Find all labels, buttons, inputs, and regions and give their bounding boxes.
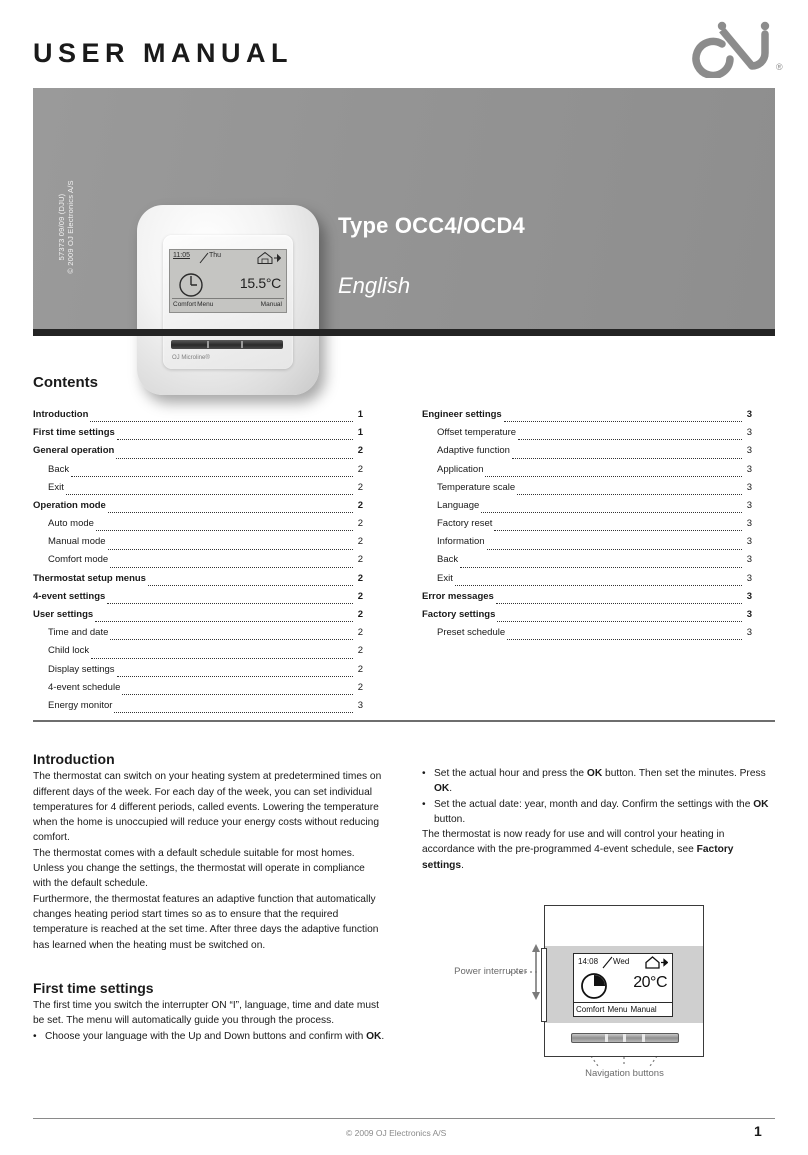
toc-leader-dots [108,542,353,550]
clock-icon [178,272,204,298]
toc-leader-dots [116,451,353,459]
toc-leader-dots [95,614,353,622]
toc-leader-dots [122,687,353,695]
nav-divider-right [241,341,243,348]
toc-entry[interactable] [422,479,752,497]
toc-entry-label: Exit [48,481,64,493]
diagram-lcd-softkey-row [574,1002,672,1016]
toc-entry[interactable] [33,442,363,460]
thermostat-faceplate [163,235,293,369]
toc-entry-label: Back [48,463,70,475]
toc-entry-page: 2 [357,536,363,548]
toc-entry-page: 2 [357,463,363,475]
bullet1-ok-1: OK [586,768,603,779]
svg-text:®: ® [776,62,783,72]
first-time-settings-heading: First time settings [33,979,154,996]
toc-entry-label: Error messages [422,590,494,602]
toc-entry-page: 2 [357,627,363,639]
toc-entry[interactable] [422,588,752,606]
toc-entry-label: Operation mode [33,499,106,511]
toc-leader-dots [517,487,742,495]
toc-entry-label: Time and date [48,627,109,639]
toc-leader-dots [507,632,742,640]
toc-leader-dots [71,469,353,477]
nav-divider-left [207,341,209,348]
toc-entry-page: 3 [746,463,752,475]
toc-entry[interactable] [422,424,752,442]
lcd-softkey-manual: Manual [260,301,282,308]
first-time-settings-bullet-1 [33,1029,385,1044]
toc-entry-label: Engineer settings [422,408,502,420]
toc-entry[interactable] [33,679,363,697]
toc-entry-page: 2 [357,481,363,493]
toc-entry[interactable] [422,461,752,479]
toc-leader-dots [66,487,353,495]
toc-entry-page: 2 [357,445,363,457]
toc-entry-page: 2 [357,663,363,675]
toc-entry[interactable] [422,606,752,624]
bullet-text-pre: Choose your language with the Up and Down buttons and confirm with [45,1030,367,1042]
toc-leader-dots [512,451,742,459]
product-type-title: Type OCC4/OCD4 [338,213,525,238]
toc-entry[interactable] [33,642,363,660]
setup-steps-column [422,766,774,873]
toc-entry[interactable] [33,661,363,679]
label-power-interrupter: Power interrupter [454,966,527,977]
thermostat-product-photo [137,205,319,395]
contents-heading: Contents [33,374,98,391]
closing-post: . [461,859,464,871]
toc-entry[interactable] [33,515,363,533]
toc-entry-label: Temperature scale [437,481,516,493]
toc-entry-page: 3 [746,554,752,566]
thermostat-diagram [422,900,777,1100]
toc-entry-page: 2 [357,499,363,511]
lcd-day: Thu [209,252,222,259]
toc-entry[interactable] [422,515,752,533]
introduction-column [33,752,385,1044]
page-header [0,0,808,86]
toc-leader-dots [148,578,353,586]
bullet-text [434,766,774,797]
toc-right-column [422,406,752,642]
toc-leader-dots [497,614,742,622]
introduction-paragraph-1: The thermostat can switch on your heating system at predetermined times on different days of the week. For each day of the week, you can set individual temperatures for 4 different periods, called events. Lowering the temperature when the home is unoccupied will reduce your energy costs without reducing comfort. [33,771,382,844]
thermostat-lcd-screen [169,249,287,313]
house-icon [644,955,668,970]
toc-leader-dots [494,523,742,531]
toc-entry[interactable] [33,533,363,551]
setup-bullet-2 [422,797,774,828]
bullet1-pre: Set the actual hour and press the [434,768,587,779]
toc-entry-label: General operation [33,445,115,457]
bullet-text-ok: OK [366,1030,382,1042]
toc-entry-label: Manual mode [48,536,106,548]
toc-entry[interactable] [33,461,363,479]
toc-entry-label: Exit [437,572,453,584]
product-banner [33,88,775,361]
bullet-dot-icon: • [422,798,426,810]
toc-leader-dots [487,542,742,550]
page-title: USER MANUAL [33,38,293,68]
toc-entry[interactable] [33,497,363,515]
diagram-lcd-temperature: 20°C [633,974,667,991]
toc-entry[interactable] [422,533,752,551]
diagram-navigation-buttons[interactable] [571,1033,679,1043]
toc-entry-page: 3 [746,445,752,457]
toc-entry[interactable] [33,406,363,424]
first-time-settings-paragraph: The first time you switch the interrupter ON “I”, language, time and date must be set. The menu will automatically guide you through the process. [33,1000,379,1027]
toc-entry-page: 3 [357,699,363,711]
diagram-lcd-screen [573,953,673,1017]
introduction-heading: Introduction [33,751,115,767]
bullet2-post: button. [434,813,466,825]
introduction-paragraph-3: Furthermore, the thermostat features an adaptive function that automatically changes heating period start times so as to ensure that the required temperature is reached at the set time. After three days the adaptive function has learned when the heating must be switched on. [33,893,379,951]
toc-entry-page: 2 [357,518,363,530]
lcd-temperature: 15.5°C [239,275,281,291]
section-spacer [33,953,385,981]
toc-entry-label: Factory settings [422,609,496,621]
toc-leader-dots [91,651,353,659]
diagram-lcd-day: Wed [613,957,630,966]
toc-leader-dots [110,560,353,568]
toc-entry[interactable] [422,442,752,460]
toc-entry[interactable] [422,406,752,424]
diagram-thermostat-body [544,905,704,1057]
navigation-button-bar [171,340,283,349]
toc-entry-label: First time settings [33,427,115,439]
toc-entry[interactable] [33,588,363,606]
toc-leader-dots [504,414,742,422]
toc-entry-label: Application [437,463,484,475]
toc-entry-label: Adaptive function [437,445,510,457]
document-code [57,162,75,292]
nav-button-divider-left [605,1034,608,1042]
toc-entry-label: Thermostat setup menus [33,572,146,584]
toc-entry-label: Child lock [48,645,90,657]
toc-entry-page: 2 [357,572,363,584]
toc-entry-label: Auto mode [48,518,94,530]
toc-entry-page: 3 [746,572,752,584]
toc-entry-page: 2 [357,554,363,566]
setup-bullet-1 [422,766,774,797]
toc-entry-label: Factory reset [437,518,493,530]
toc-entry[interactable] [422,497,752,515]
clock-icon [580,972,608,1000]
toc-leader-dots [485,469,742,477]
toc-entry-page: 2 [357,645,363,657]
introduction-paragraph-2: The thermostat comes with a default schedule suitable for most homes. Unless you change the settings, the thermostat will operate in compliance with the default schedule. [33,847,365,890]
bullet-dot-icon: • [422,768,426,779]
toc-leader-dots [117,432,353,440]
toc-leader-dots [107,596,353,604]
toc-left-column [33,406,363,715]
toc-entry-page: 1 [357,408,363,420]
toc-entry[interactable] [33,424,363,442]
toc-leader-dots [90,414,353,422]
closing-pre: The thermostat is now ready for use and will control your heating in accordance with the pre-programmed 4-event schedule, see [422,829,725,856]
bullet-text-post: . [381,1030,385,1042]
bullet-dot-icon: • [33,1030,37,1042]
document-code-line1: 57373 09/09 (DJU) [57,193,66,261]
closing-factory-settings: Factory settings [422,844,734,871]
toc-leader-dots [117,669,353,677]
thermostat-brand-label: OJ Microline® [172,355,210,361]
toc-entry-label: Display settings [48,663,115,675]
nav-button-center[interactable] [623,1034,626,1042]
oj-logo [686,20,786,78]
bullet1-mid: button. Then set the minutes. Press [602,768,766,779]
diagram-lcd-time: 14:08 [578,957,599,966]
nav-button-divider-right [642,1034,645,1042]
toc-entry-page: 3 [746,590,752,602]
footer-divider [33,1118,775,1119]
toc-entry-label: 4-event schedule [48,681,121,693]
bullet1-ok-2: OK [434,783,450,795]
toc-entry-page: 2 [357,681,363,693]
toc-entry[interactable] [33,570,363,588]
toc-entry-label: Information [437,536,485,548]
bullet2-ok: OK [753,798,769,810]
footer-copyright: © 2009 OJ Electronics A/S [346,1128,447,1138]
toc-entry[interactable] [33,552,363,570]
toc-entry-page: 3 [746,609,752,621]
toc-entry-page: 3 [746,536,752,548]
lcd-status-row [173,251,283,266]
toc-entry-label: 4-event settings [33,590,106,602]
toc-entry-label: Introduction [33,408,89,420]
toc-entry[interactable] [422,570,752,588]
diagram-softkey-comfort: Comfort [576,1005,605,1014]
lcd-softkey-menu: Menu [197,301,214,308]
bullet-text [45,1029,385,1044]
toc-entry-page: 2 [357,590,363,602]
toc-leader-dots [96,523,353,531]
setup-closing-paragraph [422,827,774,873]
toc-leader-dots [114,705,353,713]
toc-entry[interactable] [33,479,363,497]
toc-entry-page: 3 [746,627,752,639]
toc-entry-label: Offset temperature [437,427,517,439]
toc-entry-label: Back [437,554,459,566]
toc-entry-page: 2 [357,609,363,621]
power-interrupter-switch[interactable] [541,948,547,1022]
toc-leader-dots [460,560,742,568]
house-icon [255,251,281,265]
toc-leader-dots [455,578,742,586]
manual-language: English [338,273,411,298]
toc-leader-dots [496,596,742,604]
toc-leader-dots [518,432,742,440]
toc-leader-dots [110,632,353,640]
diagram-softkey-manual: Manual [630,1005,657,1014]
toc-entry[interactable] [33,606,363,624]
diagram-softkey-menu: Menu [607,1005,628,1014]
toc-leader-dots [481,505,742,513]
document-code-line2: © 2009 OJ Electronics A/S [66,180,75,274]
toc-entry[interactable] [422,624,752,642]
bullet-text [434,797,774,828]
toc-entry[interactable] [33,697,363,715]
toc-entry-page: 3 [746,408,752,420]
toc-entry-page: 3 [746,427,752,439]
footer-page-number: 1 [754,1123,762,1139]
toc-entry-page: 3 [746,499,752,511]
toc-entry-label: Energy monitor [48,699,113,711]
toc-entry-page: 3 [746,518,752,530]
lcd-softkey-comfort: Comfort [173,301,197,308]
label-navigation-buttons: Navigation buttons [585,1068,664,1079]
lcd-softkey-row [172,298,284,310]
bullet1-post: . [449,783,453,795]
toc-entry-label: Preset schedule [437,627,506,639]
bullet2-pre: Set the actual date: year, month and day. Confirm the settings with the [434,798,754,810]
toc-entry-label: Language [437,499,480,511]
section-divider [33,720,775,722]
toc-entry[interactable] [422,552,752,570]
toc-leader-dots [108,505,353,513]
toc-entry-label: Comfort mode [48,554,109,566]
banner-bottom-bar [33,329,775,336]
toc-entry[interactable] [33,624,363,642]
toc-entry-page: 3 [746,481,752,493]
toc-entry-label: User settings [33,609,94,621]
lcd-time: 11:05 [173,252,190,259]
toc-entry-page: 1 [357,427,363,439]
